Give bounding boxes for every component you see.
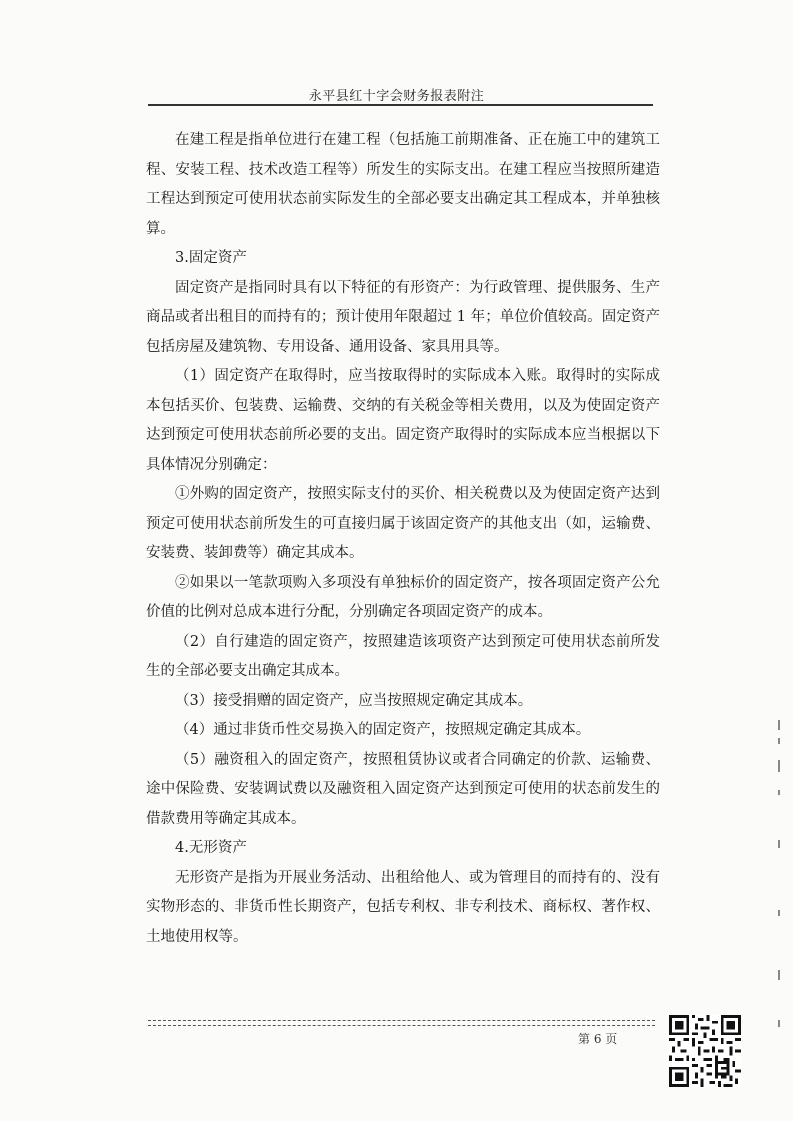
paragraph-bulk-purchased-fixed-assets: ②如果以一笔款项购入多项没有单独标价的固定资产，按各项固定资产公允价值的比例对总成本进行分配，分别确定各项固定资产的成本。	[146, 574, 660, 620]
paragraph-construction-in-progress: 在建工程是指单位进行在建工程（包括施工前期准备、正在施工中的建筑工程、安装工程、技术改造工程等）所发生的实际支出。在建工程应当按照所建造工程达到预定可使用状态前实际发生的全部必要支出确定其工程成本，并单独核算。	[146, 132, 660, 237]
paragraph-self-constructed-fixed-assets: （2）自行建造的固定资产，按照建造该项资产达到预定可使用状态前所发生的全部必要支出确定其成本。	[146, 633, 660, 679]
footer-divider-bottom	[148, 1025, 655, 1026]
paragraph-fixed-assets-definition: 固定资产是指同时具有以下特征的有形资产：为行政管理、提供服务、生产商品或者出租目的而持有的；预计使用年限超过 1 年；单位价值较高。固定资产包括房屋及建筑物、专用设备、通用设备、家具用具等。	[146, 279, 660, 355]
footer-divider-top	[148, 1020, 655, 1021]
section-heading-intangible-assets: 4.无形资产	[175, 840, 247, 856]
paragraph-nonmonetary-exchange-fixed-assets: （4）通过非货币性交易换入的固定资产，按照规定确定其成本。	[175, 722, 591, 738]
paragraph-donated-fixed-assets: （3）接受捐赠的固定资产，应当按照规定确定其成本。	[175, 692, 533, 709]
paragraph-finance-leased-fixed-assets: （5）融资租入的固定资产，按照租赁协议或者合同确定的价款、运输费、途中保险费、安装调试费以及融资租入固定资产达到预定可使用的状态前发生的借款费用等确定其成本。	[146, 751, 660, 827]
paragraph-purchased-fixed-assets: ①外购的固定资产，按照实际支付的买价、相关税费以及为使固定资产达到预定可使用状态前所发生的可直接归属于该固定资产的其他支出（如，运输费、安装费、装卸费等）确定其成本。	[146, 486, 660, 561]
scan-edge-marks	[775, 720, 783, 1040]
page-number: 第 6 页	[578, 1032, 618, 1046]
paragraph-fixed-assets-acquisition: （1）固定资产在取得时，应当按取得时的实际成本入账。取得时的实际成本包括买价、包装费、运输费、交纳的有关税金等相关费用，以及为使固定资产达到预定可使用状态前所必要的支出。固定资产取得时的实际成本应当根据以下具体情况分别确定：	[146, 368, 660, 473]
section-heading-fixed-assets: 3.固定资产	[175, 250, 247, 266]
header-divider	[148, 104, 653, 106]
qr-code-icon	[669, 1015, 741, 1087]
document-header-title: 永平县红十字会财务报表附注	[308, 89, 485, 104]
document-body	[146, 126, 660, 952]
paragraph-intangible-assets-definition: 无形资产是指为开展业务活动、出租给他人、或为管理目的而持有的、没有实物形态的、非货币性长期资产，包括专利权、非专利技术、商标权、著作权、土地使用权等。	[146, 869, 660, 945]
